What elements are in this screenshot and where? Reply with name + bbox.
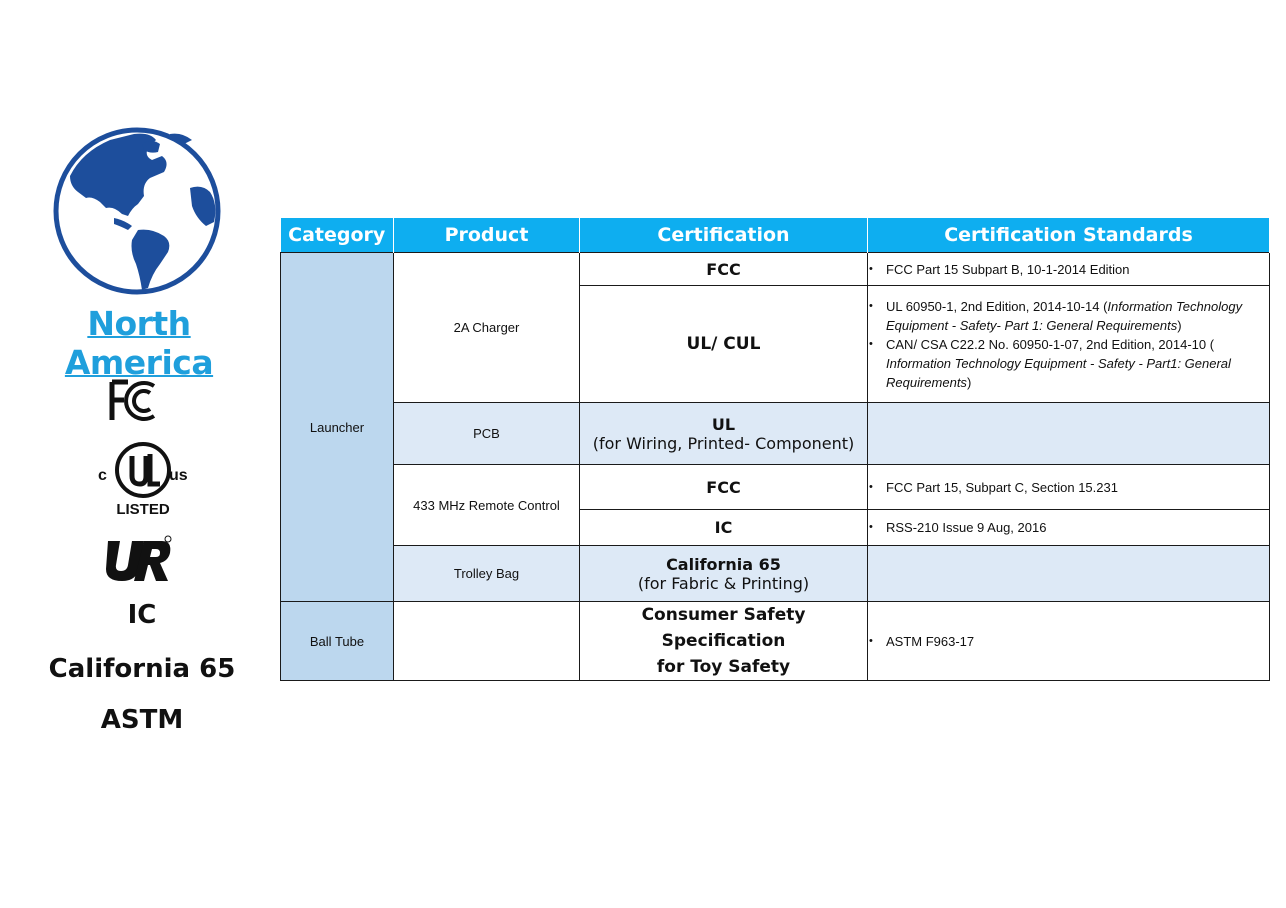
- ul-us-mark: us: [169, 467, 188, 484]
- ul-listed-text: LISTED: [116, 501, 170, 518]
- header-category: Category: [281, 218, 394, 253]
- standard-fcc-remote: [868, 465, 1270, 510]
- standard-astm-item: • ASTM F963-17: [886, 632, 1269, 651]
- cert-fcc-remote-label: FCC: [706, 477, 741, 497]
- table-row: [281, 465, 1270, 510]
- left-panel: [0, 0, 280, 908]
- table-row: [281, 546, 1270, 602]
- product-trolley-bag: Trolley Bag: [394, 546, 580, 602]
- table-row: [281, 602, 1270, 681]
- table-row: [281, 403, 1270, 465]
- standard-ul-item-2: [886, 335, 1269, 392]
- globe-icon: [52, 126, 222, 296]
- standard-fcc-charger: [868, 253, 1270, 286]
- header-certification-standards: Certification Standards: [868, 218, 1270, 253]
- standard-fcc-charger-item: • FCC Part 15 Subpart B, 10-1-2014 Edition: [886, 260, 1269, 279]
- standard-ul-cul: [868, 286, 1270, 403]
- cert-california-65-sub: (for Fabric & Printing): [637, 573, 810, 593]
- standard-ul1-text: UL 60950-1, 2nd Edition, 2014-10-14 (: [886, 298, 1108, 314]
- cert-label-astm: ASTM: [100, 705, 184, 735]
- category-launcher: Launcher: [281, 253, 394, 602]
- standard-fcc-remote-item: • FCC Part 15, Subpart C, Section 15.231: [886, 478, 1269, 497]
- cert-ul-pcb-label: UL: [711, 414, 736, 434]
- cert-toy-safety: [580, 602, 868, 681]
- fcc-logo-icon: [108, 378, 162, 424]
- standard-ul2-text: CAN/ CSA C22.2 No. 60950-1-07, 2nd Edition, 2014-10 (: [886, 336, 1215, 352]
- region-title: North America: [64, 304, 214, 382]
- cert-california-65-label: California 65: [666, 554, 781, 574]
- standard-astm: [868, 602, 1270, 681]
- ul-recognized-component-icon: [104, 535, 174, 583]
- standard-ul1-end: ): [1177, 317, 1182, 333]
- cert-ul-pcb: [580, 403, 868, 465]
- product-pcb: PCB: [394, 403, 580, 465]
- cert-fcc-charger: [580, 253, 868, 286]
- cert-ul-cul: [580, 286, 868, 403]
- cert-ul-pcb-sub: (for Wiring, Printed- Component): [592, 433, 855, 453]
- cert-label-ic: IC: [127, 600, 157, 630]
- cert-fcc-charger-label: FCC: [706, 259, 741, 279]
- standard-ic-remote: [868, 510, 1270, 546]
- product-2a-charger: 2A Charger: [394, 253, 580, 403]
- cert-toy-safety-line-1: Consumer Safety Specification: [641, 605, 806, 651]
- header-certification: Certification: [580, 218, 868, 253]
- standard-trolley-bag: [868, 546, 1270, 602]
- standard-ul2-italic: Information Technology Equipment - Safety - Part1: General Requirements: [886, 355, 1231, 390]
- cert-ic-remote: [580, 510, 868, 546]
- ul-listed-logo-icon: [96, 440, 190, 518]
- standard-ul-item-1: [886, 297, 1269, 335]
- cert-label-california-65: California 65: [48, 654, 236, 684]
- cert-fcc-remote: [580, 465, 868, 510]
- table-row: [281, 253, 1270, 286]
- standard-ul2-end: ): [966, 374, 972, 390]
- product-433mhz-remote: 433 MHz Remote Control: [394, 465, 580, 546]
- standard-pcb: [868, 403, 1270, 465]
- standard-ic-remote-item: • RSS-210 Issue 9 Aug, 2016: [886, 518, 1269, 537]
- product-ball-tube: [394, 602, 580, 681]
- certification-table: [280, 218, 1270, 681]
- table-header-row: [281, 218, 1270, 253]
- category-ball-tube: Ball Tube: [281, 602, 394, 681]
- header-product: Product: [394, 218, 580, 253]
- ul-c-mark: c: [98, 467, 107, 484]
- cert-california-65: [580, 546, 868, 602]
- cert-ul-cul-label: UL/ CUL: [686, 334, 761, 354]
- standard-ul1-italic: Information Technology Equipment - Safety- Part 1: General Requirements: [886, 298, 1243, 333]
- cert-ic-remote-label: IC: [714, 518, 733, 537]
- cert-toy-safety-line-2: for Toy Safety: [656, 657, 791, 677]
